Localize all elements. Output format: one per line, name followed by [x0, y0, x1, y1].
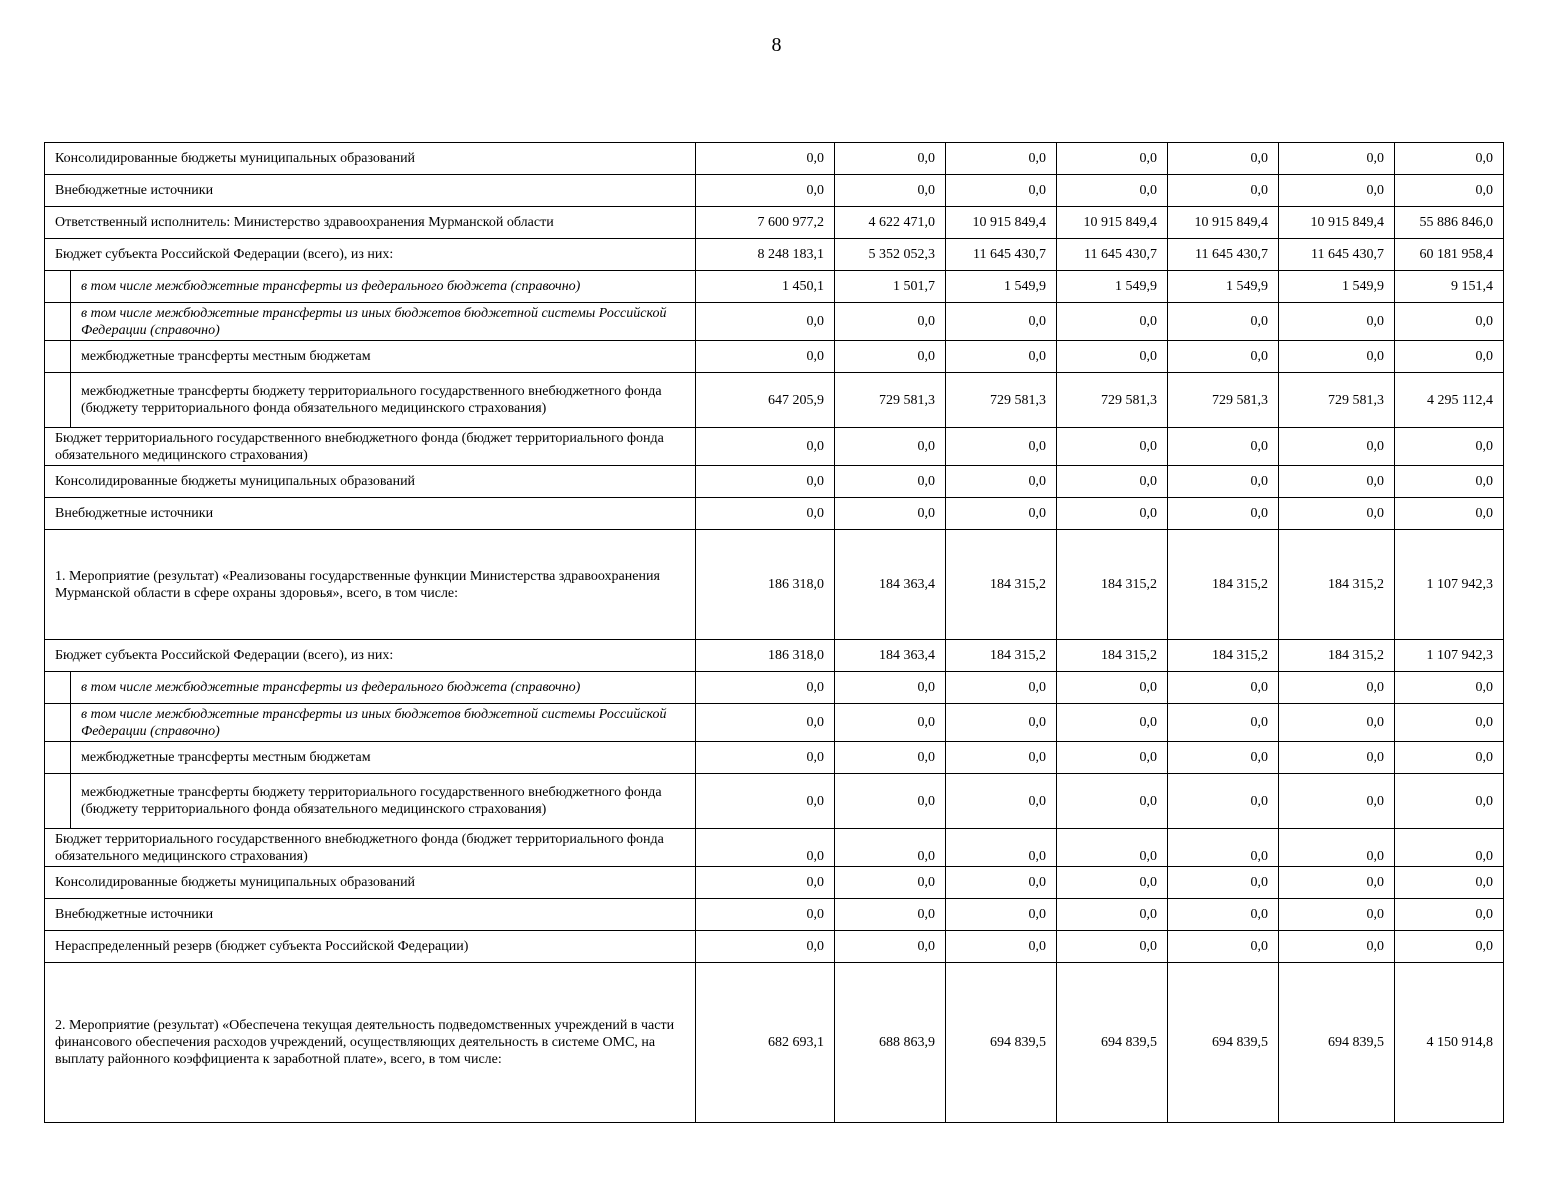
value-cell: 184 363,4	[835, 640, 946, 672]
value-cell: 0,0	[1168, 143, 1279, 175]
value-cell: 0,0	[1279, 428, 1395, 466]
value-cell: 1 107 942,3	[1395, 640, 1504, 672]
row-label: 1. Мероприятие (результат) «Реализованы государственные функции Министерства здравоохранения Мурманской области в сфере охраны здоровья», всего, в том числе:	[45, 530, 696, 640]
value-cell: 0,0	[696, 899, 835, 931]
value-cell: 10 915 849,4	[1057, 207, 1168, 239]
value-cell: 0,0	[1279, 341, 1395, 373]
value-cell: 1 549,9	[1168, 271, 1279, 303]
value-cell: 11 645 430,7	[946, 239, 1057, 271]
value-cell: 0,0	[1395, 899, 1504, 931]
value-cell: 0,0	[1057, 931, 1168, 963]
value-cell: 729 581,3	[1279, 373, 1395, 428]
value-cell: 0,0	[835, 931, 946, 963]
row-label: Бюджет субъекта Российской Федерации (всего), из них:	[45, 640, 696, 672]
value-cell: 0,0	[696, 672, 835, 704]
value-cell: 0,0	[696, 774, 835, 829]
value-cell: 0,0	[696, 742, 835, 774]
value-cell: 0,0	[1057, 143, 1168, 175]
value-cell: 0,0	[1279, 672, 1395, 704]
value-cell: 0,0	[1395, 931, 1504, 963]
value-cell: 184 363,4	[835, 530, 946, 640]
value-cell: 1 501,7	[835, 271, 946, 303]
table-body	[45, 143, 1504, 1123]
value-cell: 694 839,5	[1279, 963, 1395, 1123]
value-cell: 0,0	[1168, 742, 1279, 774]
value-cell: 11 645 430,7	[1168, 239, 1279, 271]
value-cell: 0,0	[946, 704, 1057, 742]
value-cell: 10 915 849,4	[1168, 207, 1279, 239]
row-label: Бюджет территориального государственного внебюджетного фонда (бюджет территориального фонда обязательного медицинского страхования)	[45, 829, 696, 867]
value-cell: 4 295 112,4	[1395, 373, 1504, 428]
value-cell: 0,0	[696, 143, 835, 175]
table-row	[45, 774, 1504, 829]
value-cell: 1 549,9	[1057, 271, 1168, 303]
value-cell: 0,0	[1057, 498, 1168, 530]
table-row	[45, 207, 1504, 239]
row-label: в том числе межбюджетные трансферты из иных бюджетов бюджетной системы Российской Федерации (справочно)	[71, 303, 696, 341]
value-cell: 0,0	[1057, 672, 1168, 704]
value-cell: 647 205,9	[696, 373, 835, 428]
value-cell: 0,0	[1168, 466, 1279, 498]
value-cell: 694 839,5	[1168, 963, 1279, 1123]
value-cell: 0,0	[1057, 303, 1168, 341]
value-cell: 0,0	[1279, 931, 1395, 963]
value-cell: 0,0	[1057, 704, 1168, 742]
value-cell: 0,0	[1057, 742, 1168, 774]
value-cell: 0,0	[946, 742, 1057, 774]
value-cell: 0,0	[1057, 867, 1168, 899]
value-cell: 694 839,5	[946, 963, 1057, 1123]
value-cell: 1 450,1	[696, 271, 835, 303]
value-cell: 0,0	[946, 498, 1057, 530]
value-cell: 0,0	[696, 175, 835, 207]
value-cell: 0,0	[1168, 498, 1279, 530]
value-cell: 0,0	[946, 774, 1057, 829]
value-cell: 688 863,9	[835, 963, 946, 1123]
value-cell: 0,0	[1279, 829, 1395, 867]
value-cell: 0,0	[1395, 143, 1504, 175]
row-label: Консолидированные бюджеты муниципальных образований	[45, 143, 696, 175]
value-cell: 0,0	[1395, 774, 1504, 829]
table-row	[45, 271, 1504, 303]
value-cell: 0,0	[946, 867, 1057, 899]
row-label: Бюджет территориального государственного внебюджетного фонда (бюджет территориального фонда обязательного медицинского страхования)	[45, 428, 696, 466]
value-cell: 0,0	[1279, 143, 1395, 175]
table-row	[45, 341, 1504, 373]
value-cell: 0,0	[946, 143, 1057, 175]
value-cell: 0,0	[1168, 341, 1279, 373]
value-cell: 0,0	[835, 428, 946, 466]
value-cell: 0,0	[1279, 303, 1395, 341]
row-label: Бюджет субъекта Российской Федерации (всего), из них:	[45, 239, 696, 271]
value-cell: 11 645 430,7	[1057, 239, 1168, 271]
row-label: Консолидированные бюджеты муниципальных образований	[45, 466, 696, 498]
value-cell: 8 248 183,1	[696, 239, 835, 271]
value-cell: 0,0	[696, 303, 835, 341]
value-cell: 0,0	[835, 303, 946, 341]
row-label: межбюджетные трансферты бюджету территориального государственного внебюджетного фонда (бюджету территориального фонда обязательного медицинского страхования)	[71, 373, 696, 428]
value-cell: 0,0	[835, 466, 946, 498]
row-label: 2. Мероприятие (результат) «Обеспечена текущая деятельность подведомственных учреждений в части финансового обеспечения расходов учреждений, осуществляющих деятельность в системе ОМС, на выплату районного коэффициента к заработной плате», всего, в том числе:	[45, 963, 696, 1123]
table-row	[45, 742, 1504, 774]
indent-cell	[45, 271, 71, 303]
value-cell: 0,0	[1395, 704, 1504, 742]
value-cell: 0,0	[835, 742, 946, 774]
value-cell: 186 318,0	[696, 530, 835, 640]
value-cell: 0,0	[696, 931, 835, 963]
value-cell: 0,0	[1279, 867, 1395, 899]
value-cell: 0,0	[946, 466, 1057, 498]
indent-cell	[45, 672, 71, 704]
page-number: 8	[771, 34, 782, 56]
value-cell: 0,0	[1168, 428, 1279, 466]
value-cell: 682 693,1	[696, 963, 835, 1123]
value-cell: 0,0	[1279, 498, 1395, 530]
value-cell: 0,0	[1057, 899, 1168, 931]
value-cell: 0,0	[1395, 428, 1504, 466]
table-row	[45, 373, 1504, 428]
value-cell: 0,0	[946, 899, 1057, 931]
value-cell: 4 622 471,0	[835, 207, 946, 239]
value-cell: 184 315,2	[1057, 530, 1168, 640]
row-label: межбюджетные трансферты бюджету территориального государственного внебюджетного фонда (бюджету территориального фонда обязательного медицинского страхования)	[71, 774, 696, 829]
value-cell: 0,0	[1057, 466, 1168, 498]
row-label: Внебюджетные источники	[45, 498, 696, 530]
row-label: межбюджетные трансферты местным бюджетам	[71, 341, 696, 373]
value-cell: 184 315,2	[1168, 640, 1279, 672]
table-row	[45, 640, 1504, 672]
value-cell: 0,0	[835, 899, 946, 931]
value-cell: 0,0	[1168, 931, 1279, 963]
value-cell: 0,0	[946, 428, 1057, 466]
value-cell: 184 315,2	[1057, 640, 1168, 672]
value-cell: 0,0	[1279, 899, 1395, 931]
table-row	[45, 704, 1504, 742]
value-cell: 0,0	[1395, 829, 1504, 867]
value-cell: 184 315,2	[946, 640, 1057, 672]
value-cell: 10 915 849,4	[1279, 207, 1395, 239]
value-cell: 0,0	[946, 303, 1057, 341]
value-cell: 1 107 942,3	[1395, 530, 1504, 640]
row-label: межбюджетные трансферты местным бюджетам	[71, 742, 696, 774]
table-row	[45, 931, 1504, 963]
value-cell: 184 315,2	[1168, 530, 1279, 640]
value-cell: 1 549,9	[946, 271, 1057, 303]
row-label: Нераспределенный резерв (бюджет субъекта Российской Федерации)	[45, 931, 696, 963]
indent-cell	[45, 373, 71, 428]
table-row	[45, 498, 1504, 530]
value-cell: 0,0	[1279, 175, 1395, 207]
value-cell: 0,0	[1395, 672, 1504, 704]
value-cell: 0,0	[1395, 303, 1504, 341]
value-cell: 0,0	[835, 867, 946, 899]
value-cell: 729 581,3	[1057, 373, 1168, 428]
value-cell: 0,0	[1279, 742, 1395, 774]
value-cell: 0,0	[696, 498, 835, 530]
value-cell: 0,0	[1279, 466, 1395, 498]
value-cell: 0,0	[1057, 175, 1168, 207]
table-row	[45, 530, 1504, 640]
value-cell: 729 581,3	[1168, 373, 1279, 428]
table-row	[45, 175, 1504, 207]
budget-table	[44, 142, 1504, 1123]
value-cell: 0,0	[835, 498, 946, 530]
value-cell: 0,0	[1057, 829, 1168, 867]
indent-cell	[45, 742, 71, 774]
value-cell: 10 915 849,4	[946, 207, 1057, 239]
value-cell: 0,0	[835, 143, 946, 175]
value-cell: 694 839,5	[1057, 963, 1168, 1123]
table-row	[45, 899, 1504, 931]
row-label: в том числе межбюджетные трансферты из федерального бюджета (справочно)	[71, 271, 696, 303]
value-cell: 0,0	[946, 175, 1057, 207]
table-row	[45, 867, 1504, 899]
value-cell: 0,0	[835, 175, 946, 207]
value-cell: 0,0	[1395, 466, 1504, 498]
indent-cell	[45, 774, 71, 829]
table-row	[45, 963, 1504, 1123]
value-cell: 0,0	[1057, 341, 1168, 373]
value-cell: 0,0	[696, 867, 835, 899]
value-cell: 1 549,9	[1279, 271, 1395, 303]
value-cell: 0,0	[1395, 341, 1504, 373]
value-cell: 0,0	[1168, 774, 1279, 829]
value-cell: 0,0	[1168, 829, 1279, 867]
value-cell: 0,0	[696, 829, 835, 867]
value-cell: 184 315,2	[1279, 640, 1395, 672]
value-cell: 0,0	[835, 704, 946, 742]
value-cell: 0,0	[946, 672, 1057, 704]
value-cell: 0,0	[946, 931, 1057, 963]
row-label: в том числе межбюджетные трансферты из федерального бюджета (справочно)	[71, 672, 696, 704]
value-cell: 11 645 430,7	[1279, 239, 1395, 271]
value-cell: 4 150 914,8	[1395, 963, 1504, 1123]
indent-cell	[45, 303, 71, 341]
value-cell: 5 352 052,3	[835, 239, 946, 271]
value-cell: 0,0	[946, 829, 1057, 867]
value-cell: 55 886 846,0	[1395, 207, 1504, 239]
value-cell: 0,0	[696, 466, 835, 498]
value-cell: 7 600 977,2	[696, 207, 835, 239]
value-cell: 729 581,3	[946, 373, 1057, 428]
table-row	[45, 672, 1504, 704]
table-row	[45, 428, 1504, 466]
value-cell: 0,0	[1395, 498, 1504, 530]
row-label: в том числе межбюджетные трансферты из иных бюджетов бюджетной системы Российской Федерации (справочно)	[71, 704, 696, 742]
value-cell: 184 315,2	[1279, 530, 1395, 640]
indent-cell	[45, 341, 71, 373]
value-cell: 0,0	[1279, 774, 1395, 829]
value-cell: 0,0	[835, 774, 946, 829]
indent-cell	[45, 704, 71, 742]
value-cell: 0,0	[696, 428, 835, 466]
row-label: Внебюджетные источники	[45, 175, 696, 207]
value-cell: 0,0	[1168, 899, 1279, 931]
value-cell: 186 318,0	[696, 640, 835, 672]
table-row	[45, 466, 1504, 498]
value-cell: 0,0	[696, 341, 835, 373]
table-row	[45, 303, 1504, 341]
table-row	[45, 829, 1504, 867]
value-cell: 0,0	[1395, 742, 1504, 774]
table-row	[45, 143, 1504, 175]
value-cell: 0,0	[1168, 704, 1279, 742]
value-cell: 9 151,4	[1395, 271, 1504, 303]
value-cell: 60 181 958,4	[1395, 239, 1504, 271]
value-cell: 0,0	[946, 341, 1057, 373]
value-cell: 0,0	[1395, 175, 1504, 207]
value-cell: 0,0	[1057, 774, 1168, 829]
value-cell: 184 315,2	[946, 530, 1057, 640]
value-cell: 0,0	[835, 672, 946, 704]
value-cell: 0,0	[1279, 704, 1395, 742]
row-label: Внебюджетные источники	[45, 899, 696, 931]
value-cell: 0,0	[1168, 303, 1279, 341]
value-cell: 0,0	[835, 341, 946, 373]
value-cell: 0,0	[1057, 428, 1168, 466]
value-cell: 0,0	[696, 704, 835, 742]
value-cell: 0,0	[1168, 867, 1279, 899]
row-label: Консолидированные бюджеты муниципальных образований	[45, 867, 696, 899]
row-label: Ответственный исполнитель: Министерство здравоохранения Мурманской области	[45, 207, 696, 239]
value-cell: 0,0	[1168, 672, 1279, 704]
value-cell: 0,0	[1168, 175, 1279, 207]
table-row	[45, 239, 1504, 271]
value-cell: 0,0	[1395, 867, 1504, 899]
value-cell: 729 581,3	[835, 373, 946, 428]
value-cell: 0,0	[835, 829, 946, 867]
